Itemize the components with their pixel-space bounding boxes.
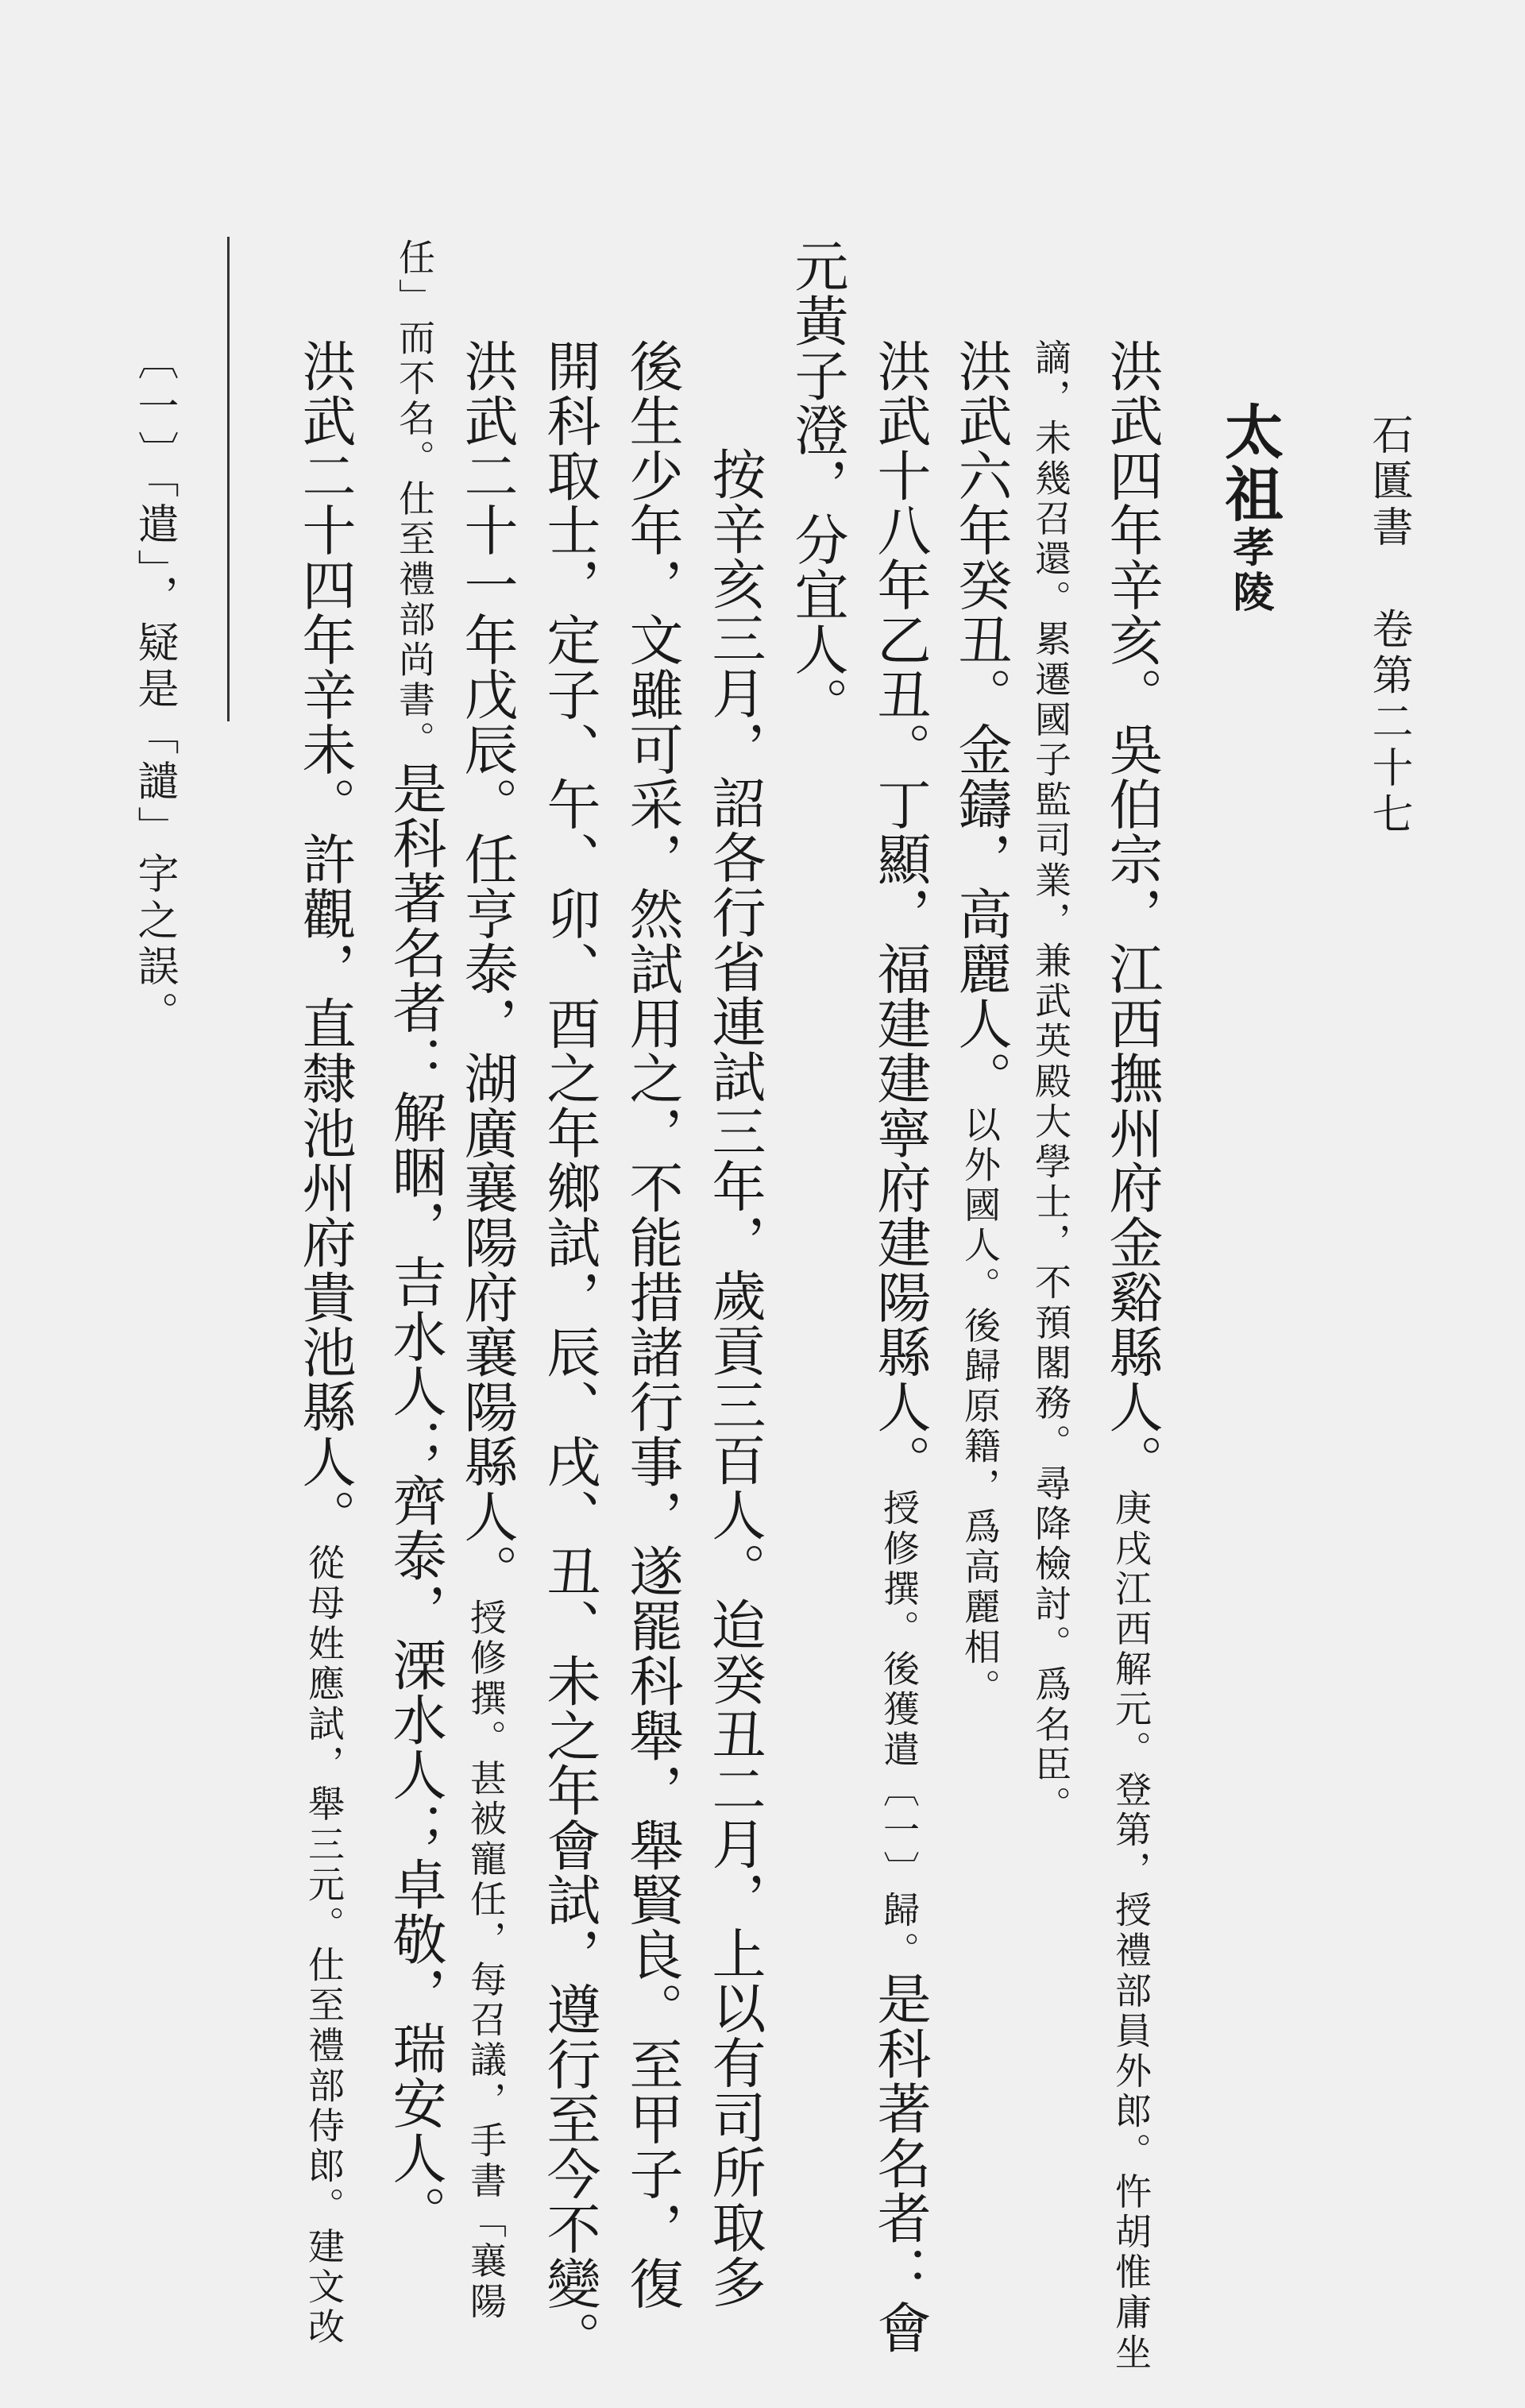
annotation-text: 謫，未幾召還。累遷國子監司業，兼武英殿大學士，不預閣務。尋降檢討。爲名臣。 — [1029, 338, 1072, 1826]
main-text-tail: 是科著名者：解睏，吉水人；齊泰，溧水人；卓敬，瑞安人。 — [384, 760, 446, 2240]
main-text: 洪武六年癸丑。金鑄，高麗人。 — [949, 338, 1012, 1106]
text-column-4 — [868, 338, 931, 2356]
main-text-tail: 是科著名者：會 — [868, 1971, 931, 2356]
text-column-9 — [455, 338, 518, 2322]
main-text: 元黃子澄，分宜人。 — [786, 238, 848, 732]
running-header — [1365, 413, 1412, 839]
main-text: 按辛亥三月，詔各行省連試三年，歲貢三百人。迨癸丑二月，上以有司所取多 — [703, 446, 766, 2309]
section-heading — [1215, 401, 1284, 616]
footnote-divider — [227, 237, 230, 721]
main-text: 洪武四年辛亥。吳伯宗，江西撫州府金谿縣人。 — [1100, 338, 1163, 1490]
annotation-text: 以外國人。後歸原籍，爲高麗相。 — [959, 1105, 1002, 1709]
volume-label: 卷第二十七 — [1365, 607, 1412, 839]
text-column-7 — [620, 338, 683, 2311]
annotation-text: 授修撰。後獲遣〔一〕歸。 — [878, 1489, 921, 1972]
annotation-text: 任」而不名。仕至禮部尚書。 — [393, 238, 436, 761]
main-text: 洪武二十四年辛未。許觀，直隸池州府貴池縣人。 — [293, 338, 356, 1544]
text-column-8 — [538, 338, 600, 2366]
annotation-text: 庚戌江西解元。登第，授禮部員外郎。忤胡惟庸坐 — [1110, 1489, 1152, 2374]
text-column-11 — [293, 338, 356, 2348]
text-column-10 — [384, 238, 446, 2240]
text-column-1 — [1100, 338, 1163, 2374]
text-column-5 — [786, 238, 848, 732]
book-title: 石匱書 — [1365, 413, 1412, 552]
text-column-2 — [1029, 338, 1072, 1826]
footnote-text: 〔一〕「遣」，疑是「譴」字之誤。 — [130, 338, 178, 1038]
text-column-3 — [949, 338, 1012, 1709]
section-subtitle: 孝陵 — [1226, 525, 1273, 616]
annotation-text: 授修撰。甚被寵任，每召議，手書「襄陽 — [465, 1598, 508, 2322]
main-text: 洪武十八年乙丑。丁顯，福建建寧府建陽縣人。 — [868, 338, 931, 1490]
annotation-text: 從母姓應試，舉三元。仕至禮部侍郎。建文改 — [303, 1544, 346, 2348]
text-column-6 — [703, 446, 766, 2309]
main-text: 洪武二十一年戊辰。任亨泰，湖廣襄陽府襄陽縣人。 — [455, 338, 518, 1599]
main-text: 開科取士，定子、午、卯、酉之年鄉試，辰、戌、丑、未之年會試，遵行至今不變。 — [538, 338, 600, 2366]
section-title: 太祖 — [1215, 401, 1284, 526]
footnote — [130, 338, 178, 1038]
main-text: 後生少年，文雖可采，然試用之，不能措諸行事，遂罷科舉，舉賢良。至甲子，復 — [620, 338, 683, 2311]
